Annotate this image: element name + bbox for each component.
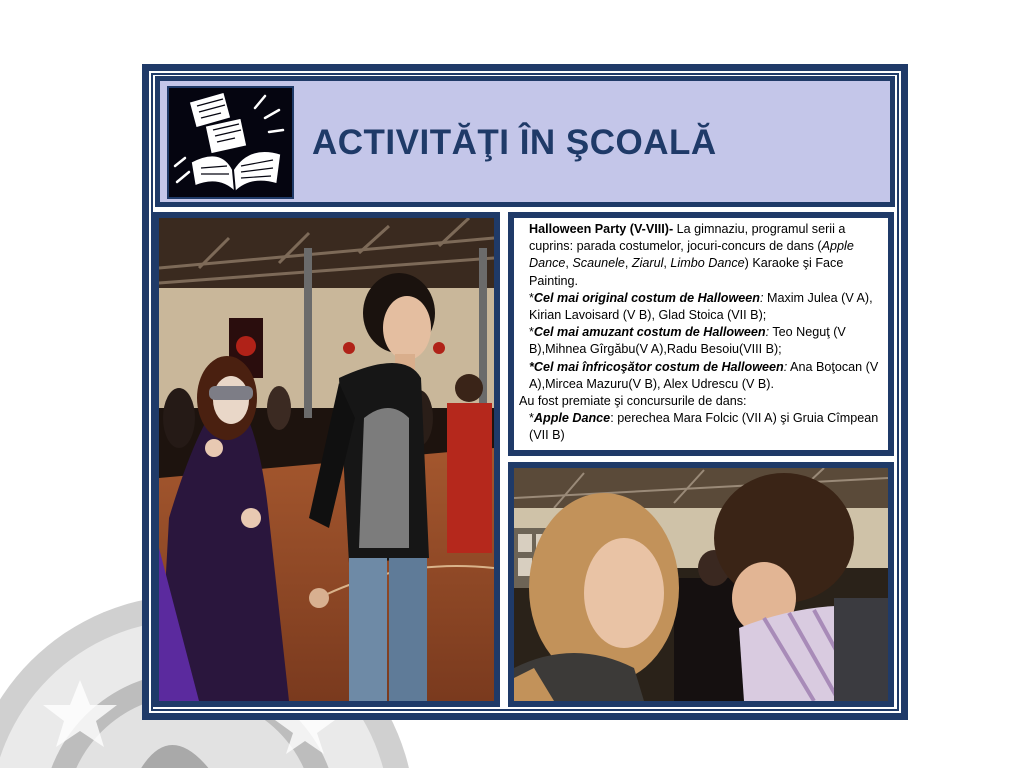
award-item: *Cel mai amuzant costum de Halloween: Teo Neguţ (V B),Mihnea Gîrgăbu(V A),Radu Besoiu(VIII B); xyxy=(529,325,846,357)
article-text-box xyxy=(508,212,894,456)
article-intro: Halloween Party (V-VIII)- La gimnaziu, programul serii a cuprins: parada costumelor, jocuri-concurs de dans (Apple Dance, Scaunele, Ziarul, Limbo Dance) Karaoke şi Face Painting. xyxy=(529,222,854,288)
intro-tail: ) Karaoke şi Face Painting. xyxy=(529,256,844,288)
article-body xyxy=(519,221,881,445)
dance-name: Apple Dance xyxy=(529,239,854,271)
open-book-papers-icon xyxy=(167,86,294,199)
award-category: Cel mai original costum de Halloween xyxy=(533,290,760,305)
award-item: *Cel mai original costum de Halloween: Maxim Julea (V A), Kirian Lavoisard (V B), Glad Stoica (VII B); xyxy=(529,290,873,323)
dance-name: Ziarul xyxy=(631,256,664,271)
header-panel xyxy=(155,76,895,207)
contests-line: Au fost premiate şi concursurile de dans: xyxy=(519,394,747,409)
award-winners: Teo Neguţ (V B),Mihnea Gîrgăbu(V A),Radu Besoiu(VIII B); xyxy=(529,325,846,357)
face-painting-photo xyxy=(508,462,894,707)
award-category: Cel mai amuzant costum de Halloween xyxy=(533,325,766,340)
award-winners: Maxim Julea (V A), Kirian Lavoisard (V B), Glad Stoica (VII B); xyxy=(529,290,873,323)
award-category: *Cel mai înfricoşător costum de Halloween xyxy=(529,359,784,374)
award-winners: : perechea Mara Folcic (VII A) şi Gruia Cîmpean (VII B) xyxy=(529,411,879,443)
page-title: ACTIVITĂŢI ÎN ŞCOALĂ xyxy=(312,123,717,162)
event-title: Halloween Party (V-VIII)- xyxy=(529,222,674,236)
dance-name: Scaunele xyxy=(572,256,625,271)
award-category: Apple Dance xyxy=(533,411,611,426)
halloween-costume-photo xyxy=(153,212,500,707)
award-item: *Cel mai înfricoşător costum de Halloween: Ana Boţocan (V A),Mircea Mazuru(V B), Alex Udrescu (V B). xyxy=(529,359,879,391)
award-winners: Ana Boţocan (V A),Mircea Mazuru(V B), Alex Udrescu (V B). xyxy=(529,359,879,391)
intro-text: La gimnaziu, programul serii a cuprins: parada costumelor, jocuri-concurs de dans ( xyxy=(529,222,846,254)
award-item: *Apple Dance: perechea Mara Folcic (VII A) şi Gruia Cîmpean (VII B) xyxy=(529,411,879,443)
dance-name: Limbo Dance xyxy=(670,256,745,271)
